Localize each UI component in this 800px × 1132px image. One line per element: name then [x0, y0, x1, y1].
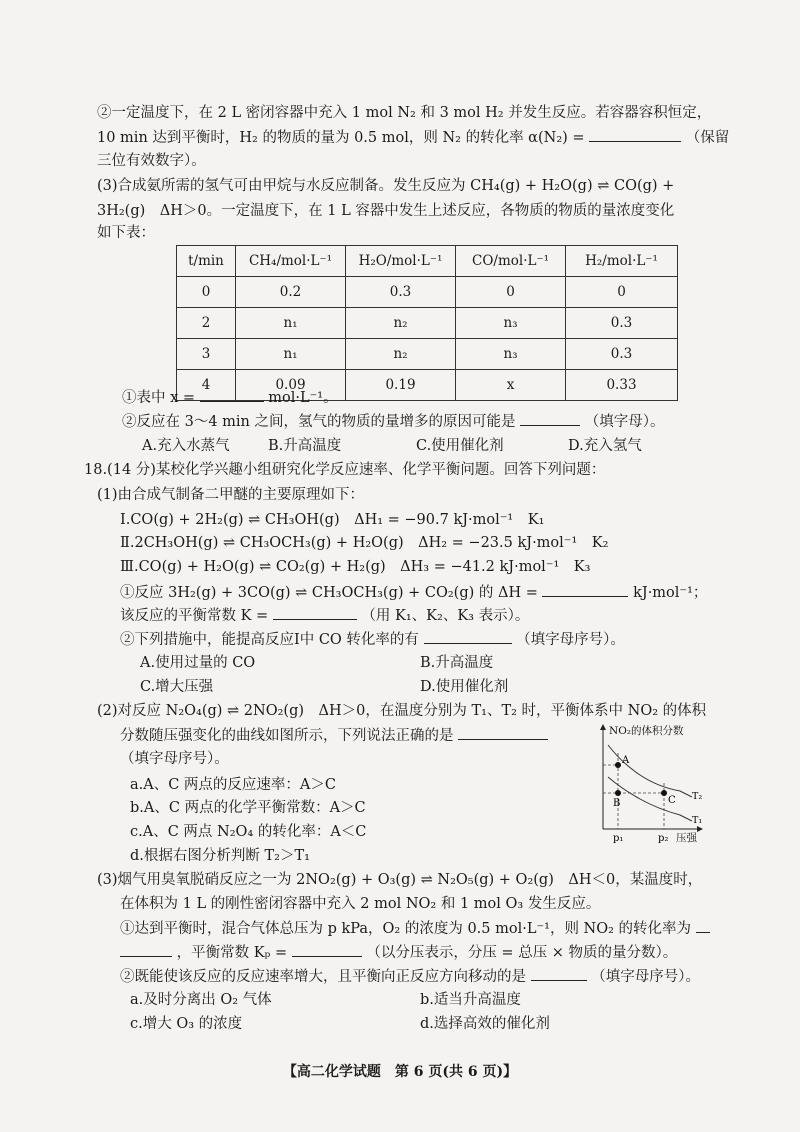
answer-blank[interactable] — [589, 127, 681, 142]
q18-part3-sub-1 — [120, 918, 710, 939]
q18-part2-line-2 — [120, 725, 548, 746]
q18-part3-sub-1-cont — [120, 942, 677, 963]
table-header: t/min — [177, 246, 236, 277]
table-cell: 4 — [177, 370, 236, 401]
reaction-1: Ⅰ.CO(g) + 2H₂(g) ⇌ CH₃OH(g) ΔH₁ = −90.7 kJ·mol⁻¹ K₁ — [120, 512, 545, 528]
q17-option-a: A.充入水蒸气 — [142, 438, 230, 454]
curve-t1-label: T₁ — [692, 815, 703, 826]
q18-sub-1d: （用 K₁、K₂、K₃ 表示）。 — [361, 608, 530, 624]
answer-blank[interactable] — [120, 942, 172, 957]
q18-part3-sub-1a: ①达到平衡时，混合气体总压为 p kPa，O₂ 的浓度为 0.5 mol·L⁻¹，则 NO₂ 的转化率为 — [120, 921, 692, 937]
table-row — [177, 308, 678, 339]
q18-part2-line-3: （填字母序号）。 — [120, 751, 229, 767]
table-header: CO/mol·L⁻¹ — [456, 246, 566, 277]
reaction-3: Ⅲ.CO(g) + H₂O(g) ⇌ CO₂(g) + H₂(g) ΔH₃ = −41.2 kJ·mol⁻¹ K₃ — [120, 559, 591, 575]
q18-part2-option-a: a.A、C 两点的反应速率：A＞C — [130, 777, 336, 793]
table-cell: 0.3 — [566, 339, 678, 370]
table-cell: n₂ — [346, 308, 456, 339]
q18-sub-2a: ②下列措施中，能提高反应Ⅰ中 CO 转化率的有 — [120, 632, 419, 648]
q18-part3-sub-1b: ，平衡常数 Kₚ = — [176, 945, 288, 961]
answer-blank[interactable] — [424, 629, 512, 644]
table-header: H₂O/mol·L⁻¹ — [346, 246, 456, 277]
q18-option-d: D.使用催化剂 — [420, 679, 509, 695]
answer-blank[interactable] — [542, 582, 628, 597]
table-row — [177, 339, 678, 370]
q18-part1: (1)由合成气制备二甲醚的主要原理如下： — [97, 487, 365, 503]
q18-sub-2b: （填字母序号）。 — [516, 632, 625, 648]
answer-blank[interactable] — [292, 942, 362, 957]
answer-blank[interactable] — [531, 966, 587, 981]
q18-part3-option-b: b.适当升高温度 — [420, 992, 521, 1008]
q18-part2-option-b: b.A、C 两点的化学平衡常数：A＞C — [130, 800, 366, 816]
table-cell: 0 — [456, 277, 566, 308]
q18-sub-1a: ①反应 3H₂(g) + 3CO(g) ⇌ CH₃OCH₃(g) + CO₂(g) 的 ΔH = — [120, 585, 538, 601]
q17-sub-2 — [122, 411, 664, 432]
y-axis-label: NO₂的体积分数 — [609, 725, 684, 737]
q18-part2-option-d: d.根据右图分析判断 T₂＞T₁ — [130, 848, 310, 864]
q17-sub-2a: ②反应在 3～4 min 之间，氢气的物质的量增多的原因可能是 — [122, 414, 516, 430]
q18-option-b: B.升高温度 — [420, 655, 494, 671]
table-cell: n₁ — [236, 339, 346, 370]
q17-line-1: ②一定温度下，在 2 L 密闭容器中充入 1 mol N₂ 和 3 mol H₂ 并发生反应。若容器容积恒定， — [97, 105, 712, 121]
q17-option-b: B.升高温度 — [268, 438, 342, 454]
point-c-label: C — [668, 795, 676, 806]
q18-part3-sub-2b: （填字母序号）。 — [591, 969, 700, 985]
q18-part3-sub-2a: ②既能使该反应的反应速率增大，且平衡向正反应方向移动的是 — [120, 969, 526, 985]
answer-blank[interactable] — [200, 387, 264, 402]
table-cell: 0.2 — [236, 277, 346, 308]
point-c — [661, 790, 667, 796]
table-row — [177, 277, 678, 308]
table-cell: 3 — [177, 339, 236, 370]
q18-sub-1 — [120, 582, 707, 603]
point-b — [615, 790, 621, 796]
q18-part3-option-c: c.增大 O₃ 的浓度 — [130, 1016, 243, 1032]
point-a-label: A — [622, 755, 630, 766]
curve-t2-label: T₂ — [692, 791, 703, 802]
answer-blank[interactable] — [520, 411, 580, 426]
table-cell: 0.3 — [346, 277, 456, 308]
q18-part3-line-1: (3)烟气用臭氧脱硝反应之一为 2NO₂(g) + O₃(g) ⇌ N₂O₅(g) + O₂(g) ΔH＜0，某温度时， — [97, 872, 703, 888]
q17-sub-2b: （填字母）。 — [584, 414, 665, 430]
q18-part3-sub-2 — [120, 966, 700, 987]
table-cell: n₃ — [456, 339, 566, 370]
reaction-2: Ⅱ.2CH₃OH(g) ⇌ CH₃OCH₃(g) + H₂O(g) ΔH₂ = −23.5 kJ·mol⁻¹ K₂ — [120, 535, 609, 551]
q17-part3-line-2: 3H₂(g) ΔH＞0。一定温度下，在 1 L 容器中发生上述反应，各物质的物质的量浓度变化 — [97, 203, 675, 219]
q18-sub-1-cont — [120, 605, 529, 626]
q17-option-c: C.使用催化剂 — [416, 438, 504, 454]
x-axis-label: 压强 — [676, 832, 697, 843]
q18-sub-1b: kJ·mol⁻¹； — [633, 585, 708, 601]
q17-part3-line-3: 如下表： — [97, 225, 155, 241]
q17-line-3: 三位有效数字）。 — [97, 153, 206, 169]
table-header: CH₄/mol·L⁻¹ — [236, 246, 346, 277]
table-header-row — [177, 246, 678, 277]
q17-sub-1b: mol·L⁻¹。 — [268, 390, 338, 406]
q17-line-2a: 10 min 达到平衡时，H₂ 的物质的量为 0.5 mol，则 N₂ 的转化率 α(N₂) = — [97, 130, 585, 146]
table-cell: n₁ — [236, 308, 346, 339]
table-cell: 0 — [177, 277, 236, 308]
q17-sub-1 — [122, 387, 338, 408]
table-cell: 0.3 — [566, 308, 678, 339]
answer-blank[interactable] — [696, 918, 710, 933]
concentration-table — [176, 245, 678, 401]
q18-option-a: A.使用过量的 CO — [140, 655, 256, 671]
table-cell: 0.33 — [566, 370, 678, 401]
table-cell: x — [456, 370, 566, 401]
tick-p1: p₁ — [613, 833, 624, 843]
q17-line-2 — [97, 127, 729, 148]
q17-part3-line-1: (3)合成氨所需的氢气可由甲烷与水反应制备。发生反应为 CH₄(g) + H₂O(g) ⇌ CO(g) + — [97, 178, 675, 194]
point-a — [615, 762, 621, 768]
q18-part3-line-2: 在体积为 1 L 的刚性密闭容器中充入 2 mol NO₂ 和 1 mol O₃ 发生反应。 — [120, 896, 601, 912]
q17-option-d: D.充入氢气 — [568, 438, 642, 454]
no2-volume-fraction-graph — [592, 717, 704, 843]
q18-part3-sub-1c: （以分压表示，分压 = 总压 × 物质的量分数）。 — [366, 945, 678, 961]
q17-sub-1a: ①表中 x = — [122, 390, 196, 406]
table-cell: n₃ — [456, 308, 566, 339]
q18-sub-2 — [120, 629, 625, 650]
q17-line-2b: （保留 — [685, 130, 730, 146]
q18-part2-line-2a: 分数随压强变化的曲线如图所示，下列说法正确的是 — [120, 728, 454, 744]
q18-sub-1c: 该反应的平衡常数 K = — [120, 608, 269, 624]
page-footer: 【高二化学试题 第 6 页(共 6 页)】 — [282, 1064, 518, 1080]
table-cell: 2 — [177, 308, 236, 339]
q18-part3-option-d: d.选择高效的催化剂 — [420, 1016, 550, 1032]
q18-part2-option-c: c.A、C 两点 N₂O₄ 的转化率：A＜C — [130, 824, 367, 840]
q18-part2-line-1: (2)对反应 N₂O₄(g) ⇌ 2NO₂(g) ΔH＞0，在温度分别为 T₁、T₂ 时，平衡体系中 NO₂ 的体积 — [97, 703, 707, 719]
curve-t2 — [608, 745, 692, 797]
q18-option-c: C.增大压强 — [140, 679, 214, 695]
table-header: H₂/mol·L⁻¹ — [566, 246, 678, 277]
table-cell: 0.09 — [236, 370, 346, 401]
answer-blank[interactable] — [458, 725, 548, 740]
q18-part3-option-a: a.及时分离出 O₂ 气体 — [130, 992, 272, 1008]
point-b-label: B — [613, 798, 621, 809]
table-cell: 0 — [566, 277, 678, 308]
table-cell: n₂ — [346, 339, 456, 370]
tick-p2: p₂ — [658, 833, 669, 843]
q18-title: 18.(14 分)某校化学兴趣小组研究化学反应速率、化学平衡问题。回答下列问题： — [84, 462, 606, 478]
curve-t1 — [608, 777, 692, 821]
answer-blank[interactable] — [273, 605, 357, 620]
table-cell: 0.19 — [346, 370, 456, 401]
